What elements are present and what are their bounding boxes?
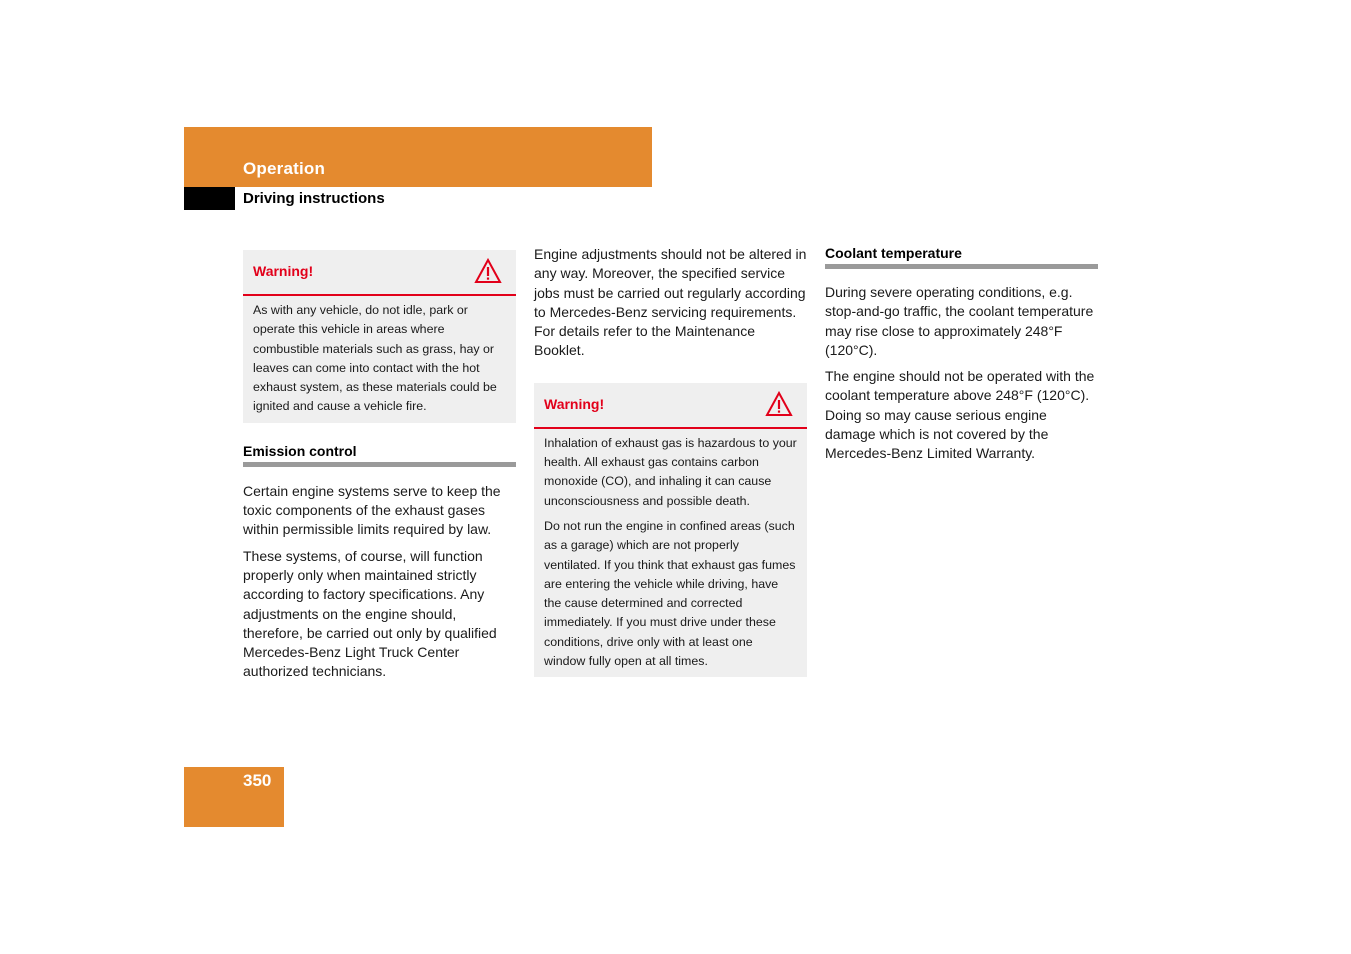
column-right (825, 245, 1098, 471)
warning-header (243, 250, 516, 296)
warning-triangle-icon (765, 391, 793, 417)
column-left (243, 250, 516, 689)
warning-label: Warning! (253, 263, 314, 279)
paragraph: The engine should not be operated with the coolant temperature above 248°F (120°C). Doing so may cause serious engine damage which is not covered by the Mercedes-Benz Limited Warranty. (825, 368, 1095, 462)
warning-triangle-icon (474, 258, 502, 284)
section-marker (184, 187, 235, 210)
paragraph: These systems, of course, will function properly only when maintained strictly according to factory specifications. Any adjustments on the engine should, therefore, be carried out only by qualified Mercedes-Benz Light Truck Center authorized technicians. (243, 547, 497, 680)
warning-box-fire (243, 250, 516, 423)
heading-coolant-temperature: Coolant temperature (825, 245, 1098, 269)
warning-body (243, 296, 516, 423)
paragraph: Engine adjustments should not be altered in any way. Moreover, the specified service jobs must be carried out regularly according to Mercedes-Benz servicing requirements. For details refer to the Maintenance Booklet. (534, 246, 807, 359)
column-middle (534, 245, 807, 677)
warning-text: As with any vehicle, do not idle, park or operate this vehicle in areas where combustible materials such as grass, hay or leaves can come into contact with the hot exhaust system, as these materials could be ignited and cause a vehicle fire. (253, 303, 497, 414)
warning-body (534, 429, 807, 678)
paragraph: Certain engine systems serve to keep the toxic components of the exhaust gases within permissible limits required by law. (243, 482, 501, 538)
paragraph: During severe operating conditions, e.g. stop-and-go traffic, the coolant temperature may rise close to approximately 248°F (120°C). (825, 284, 1094, 358)
warning-header (534, 383, 807, 429)
subsection-title: Driving instructions (243, 190, 385, 207)
page-number: 350 (243, 771, 272, 790)
warning-box-exhaust (534, 383, 807, 678)
warning-label: Warning! (544, 395, 605, 412)
warning-text: Inhalation of exhaust gas is hazardous to your health. All exhaust gas contains carbon monoxide (CO), and inhaling it can cause unconsciousness and possible death. (544, 435, 797, 508)
heading-emission-control: Emission control (243, 443, 516, 467)
warning-text: Do not run the engine in confined areas (such as a garage) which are not properly ventilated. If you think that exhaust gas fumes are entering the vehicle while driving, have the cause determined and corrected immediately. If you must drive under these conditions, drive only with at least one window fully open at all times. (544, 518, 796, 669)
section-title: Operation (243, 159, 326, 178)
